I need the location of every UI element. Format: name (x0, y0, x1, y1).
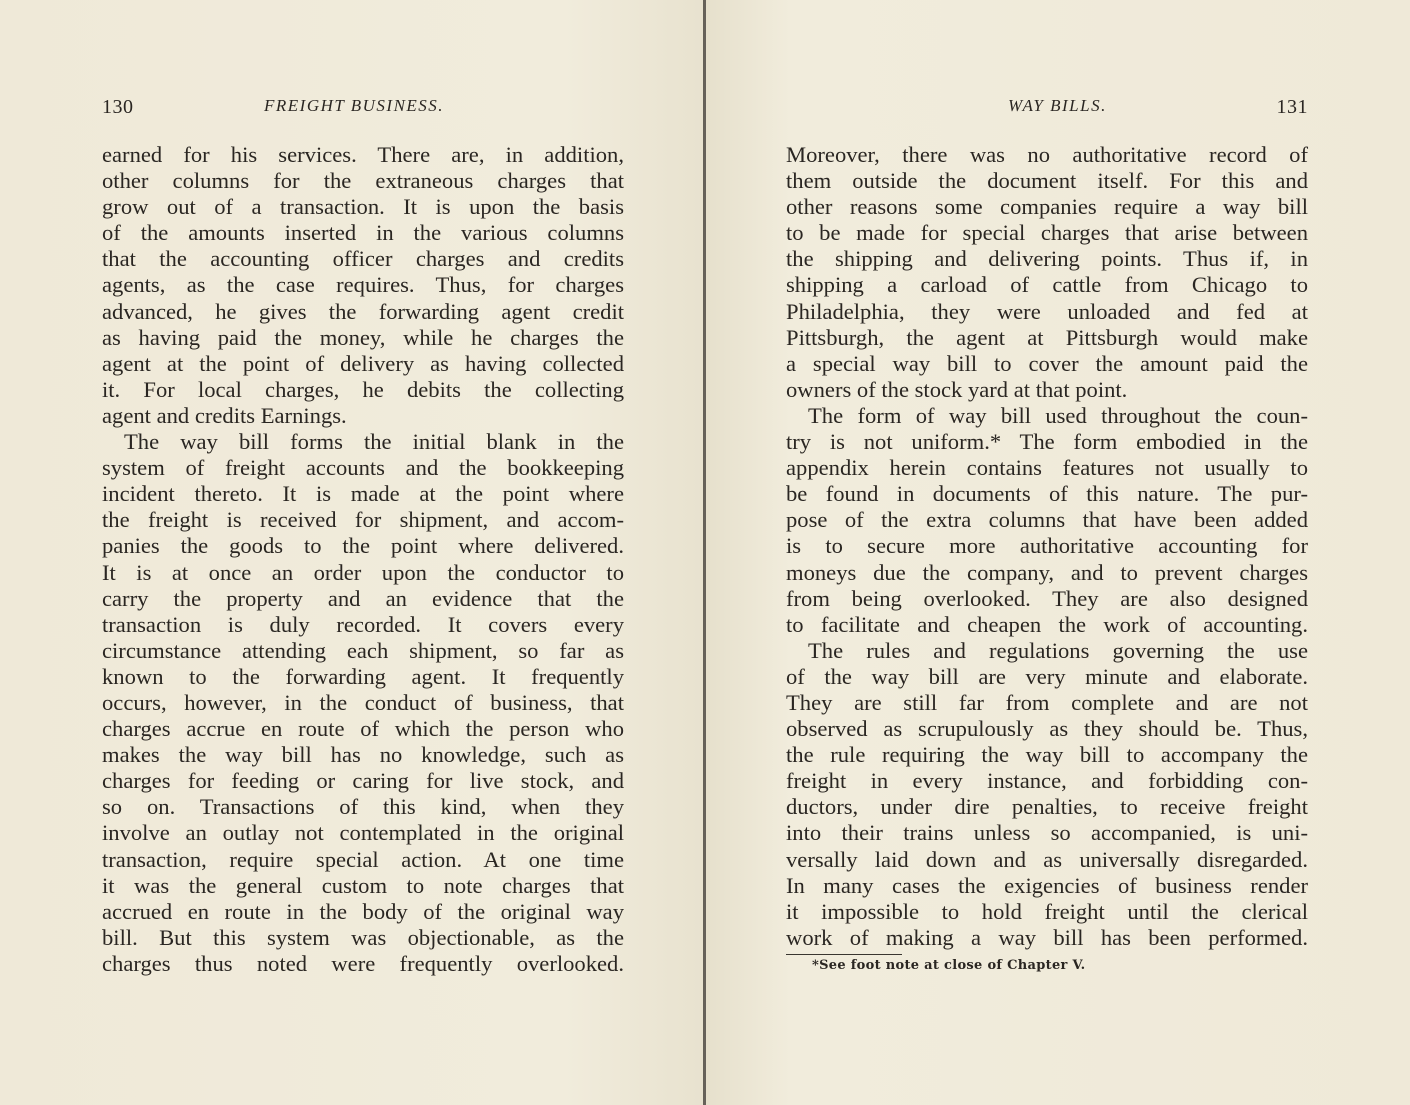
text-line: system of freight accounts and the bookkeeping (102, 455, 624, 481)
text-line: charges for feeding or caring for live stock, and (102, 768, 624, 794)
left-body-text (102, 142, 624, 977)
right-body-text (786, 142, 1308, 951)
text-line: the freight is received for shipment, and accom- (102, 507, 624, 533)
running-title: FREIGHT BUSINESS. (264, 96, 445, 115)
text-line: be found in documents of this nature. The pur- (786, 481, 1308, 507)
text-line: other columns for the extraneous charges that (102, 168, 624, 194)
running-head-left (102, 96, 622, 122)
text-line: The way bill forms the initial blank in the (124, 429, 624, 455)
text-line: agent and credits Earnings. (102, 402, 347, 428)
page-number: 130 (102, 96, 134, 118)
text-line: it impossible to hold freight until the clerical (786, 898, 1308, 924)
text-line: of the amounts inserted in the various columns (102, 220, 624, 246)
text-line: to be made for special charges that arise between (786, 220, 1308, 246)
text-line: to facilitate and cheapen the work of accounting. (786, 611, 1308, 637)
text-line: Philadelphia, they were unloaded and fed at (786, 298, 1308, 324)
text-line: shipping a carload of cattle from Chicago to (786, 272, 1308, 298)
text-line: The form of way bill used throughout the coun- (808, 402, 1308, 428)
left-page (0, 0, 704, 1105)
text-line: The rules and regulations governing the use (808, 637, 1308, 663)
text-line: pose of the extra columns that have been added (786, 507, 1308, 533)
text-line: advanced, he gives the forwarding agent credit (102, 298, 624, 324)
running-title: WAY BILLS. (1008, 96, 1107, 115)
text-line: In many cases the exigencies of business render (786, 872, 1308, 898)
text-line: incident thereto. It is made at the point where (102, 481, 624, 507)
text-line: appendix herein contains features not usually to (786, 455, 1308, 481)
text-line: makes the way bill has no knowledge, such as (102, 742, 624, 768)
right-page (706, 0, 1410, 1105)
text-line: into their trains unless so accompanied, is uni- (786, 820, 1308, 846)
text-line: transaction is duly recorded. It covers every (102, 611, 624, 637)
text-line: ductors, under dire penalties, to receive freight (786, 794, 1308, 820)
text-line: that the accounting officer charges and credits (102, 246, 624, 272)
text-line: panies the goods to the point where delivered. (102, 533, 624, 559)
text-line: other reasons some companies require a way bill (786, 194, 1308, 220)
text-line: is to secure more authoritative accounting for (786, 533, 1308, 559)
text-line: them outside the document itself. For this and (786, 168, 1308, 194)
text-line: moneys due the company, and to prevent charges (786, 559, 1308, 585)
footnote: *See foot note at close of Chapter V. (812, 958, 1086, 973)
text-line: They are still far from complete and are not (786, 689, 1308, 715)
text-line: so on. Transactions of this kind, when they (102, 794, 624, 820)
text-line: Pittsburgh, the agent at Pittsburgh would make (786, 324, 1308, 350)
footnote-rule (786, 954, 902, 955)
text-line: bill. But this system was objectionable, as the (102, 924, 624, 950)
text-line: known to the forwarding agent. It frequently (102, 663, 624, 689)
text-line: occurs, however, in the conduct of business, that (102, 689, 624, 715)
text-line: Moreover, there was no authoritative record of (786, 142, 1308, 167)
text-line: agents, as the case requires. Thus, for charges (102, 272, 624, 298)
text-line: it. For local charges, he debits the collecting (102, 376, 624, 402)
text-line: grow out of a transaction. It is upon the basis (102, 194, 624, 220)
running-head-right (786, 96, 1308, 122)
text-line: accrued en route in the body of the original way (102, 898, 624, 924)
text-line: circumstance attending each shipment, so far as (102, 637, 624, 663)
text-line: agent at the point of delivery as having collected (102, 350, 624, 376)
page-number: 131 (1276, 96, 1308, 118)
text-line: charges thus noted were frequently overlooked. (102, 950, 624, 976)
text-line: observed as scrupulously as they should be. Thus, (786, 716, 1308, 742)
text-line: work of making a way bill has been performed. (786, 924, 1308, 950)
text-line: carry the property and an evidence that the (102, 585, 624, 611)
text-line: freight in every instance, and forbidding con- (786, 768, 1308, 794)
text-line: involve an outlay not contemplated in the original (102, 820, 624, 846)
text-line: earned for his services. There are, in addition, (102, 142, 624, 167)
text-line: the shipping and delivering points. Thus if, in (786, 246, 1308, 272)
text-line: of the way bill are very minute and elaborate. (786, 663, 1308, 689)
text-line: a special way bill to cover the amount paid the (786, 350, 1308, 376)
text-line: the rule requiring the way bill to accompany the (786, 742, 1308, 768)
text-line: owners of the stock yard at that point. (786, 376, 1128, 402)
text-line: It is at once an order upon the conductor to (102, 559, 624, 585)
text-line: charges accrue en route of which the person who (102, 716, 624, 742)
text-line: as having paid the money, while he charges the (102, 324, 624, 350)
text-line: it was the general custom to note charges that (102, 872, 624, 898)
text-line: versally laid down and as universally disregarded. (786, 846, 1308, 872)
text-line: from being overlooked. They are also designed (786, 585, 1308, 611)
text-line: try is not uniform.* The form embodied in the (786, 429, 1308, 455)
text-line: transaction, require special action. At one time (102, 846, 624, 872)
